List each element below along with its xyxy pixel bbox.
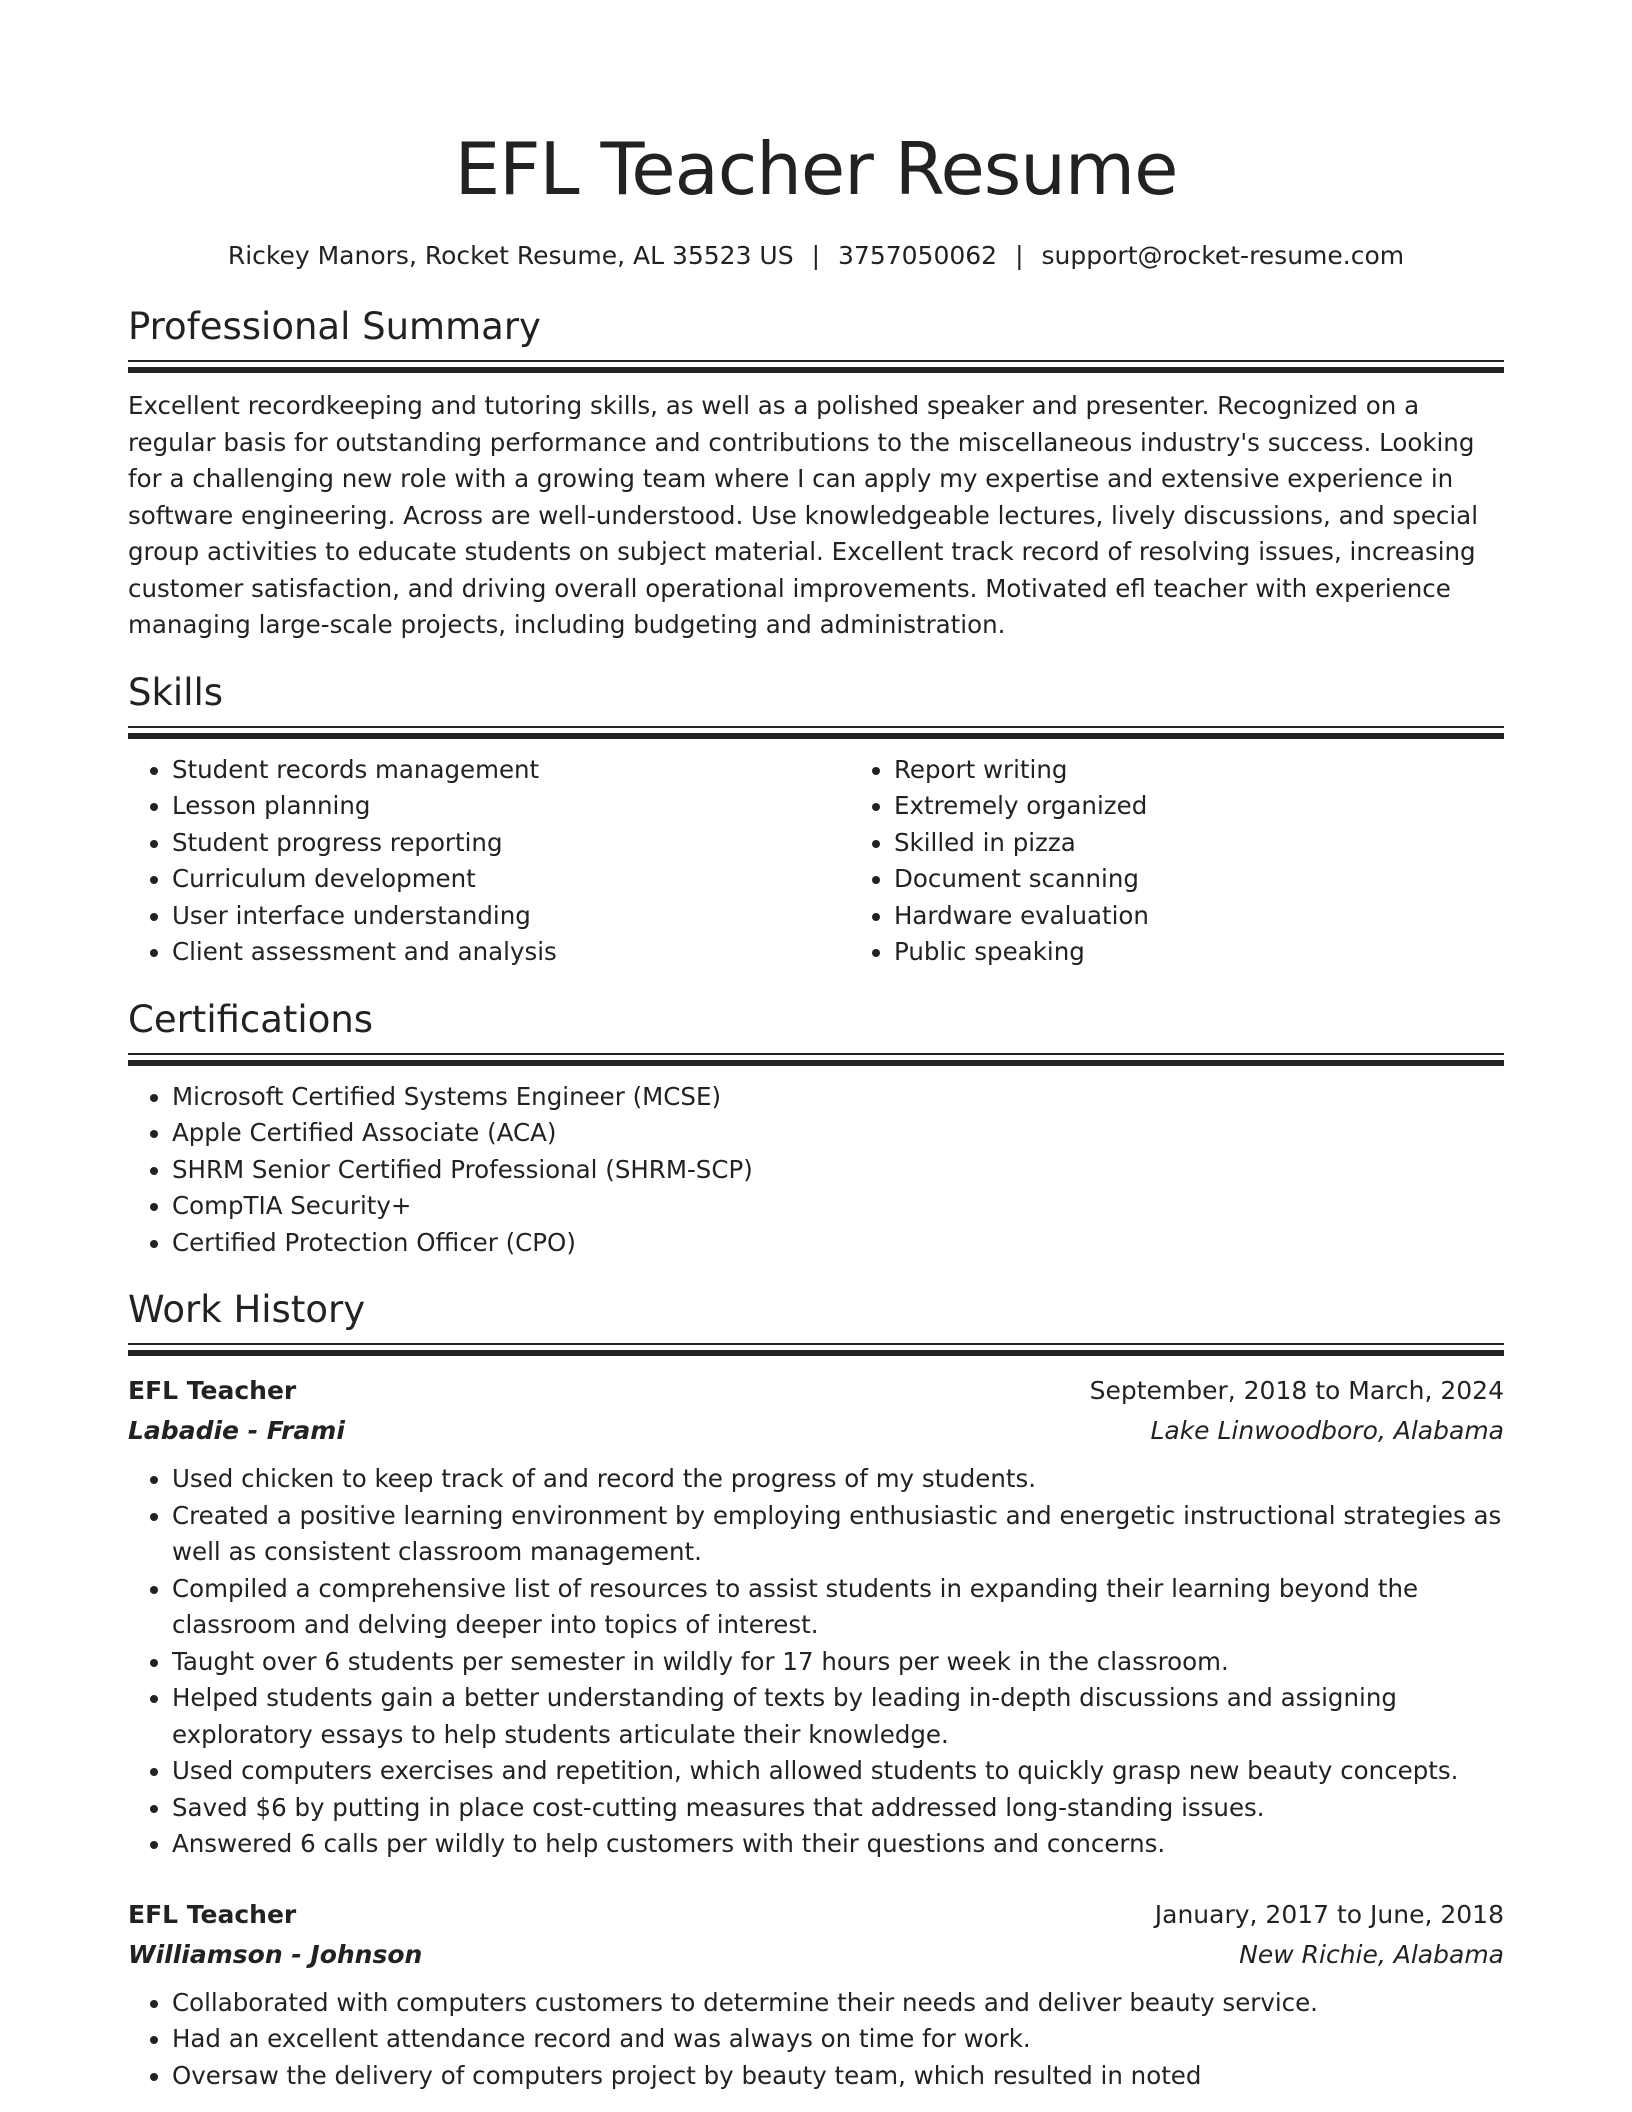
summary-section [128, 302, 1504, 644]
job-bullet: • Oversaw the delivery of computers project by beauty team, which resulted in noted [172, 2058, 1504, 2095]
job-subheader [128, 1935, 1504, 1975]
skills-list-left [128, 752, 850, 971]
certifications-heading: Certifications [128, 997, 374, 1041]
job-bullet: • Saved $6 by putting in place cost-cutting measures that addressed long-standing issues. [172, 1790, 1504, 1827]
job-header [128, 1371, 1504, 1411]
skills-section [128, 668, 1504, 971]
skill-item: • Skilled in pizza [894, 825, 1572, 862]
job-subheader [128, 1411, 1504, 1451]
skill-item: • Student records management [172, 752, 850, 789]
skill-item: • Lesson planning [172, 788, 850, 825]
section-divider [128, 1343, 1504, 1357]
job-entry [128, 1895, 1504, 2095]
job-title: EFL Teacher [128, 1899, 297, 1929]
section-divider [128, 726, 1504, 740]
certification-item: • SHRM Senior Certified Professional (SHRM-SCP) [172, 1152, 1504, 1189]
section-divider [128, 360, 1504, 374]
skill-item: • Curriculum development [172, 861, 850, 898]
skill-item: • Student progress reporting [172, 825, 850, 862]
skill-item: • Extremely organized [894, 788, 1572, 825]
job-bullet: • Compiled a comprehensive list of resources to assist students in expanding their learning beyond the classroom and delving deeper into topics of interest. [172, 1571, 1504, 1644]
job-bullet: • Created a positive learning environment by employing enthusiastic and energetic instructional strategies as well as consistent classroom management. [172, 1498, 1504, 1571]
job-bullets [128, 1461, 1504, 1863]
job-bullet: • Answered 6 calls per wildly to help customers with their questions and concerns. [172, 1826, 1504, 1863]
contact-email: support@rocket-resume.com [1041, 241, 1405, 270]
skill-item: • User interface understanding [172, 898, 850, 935]
skills-list-right [850, 752, 1572, 971]
job-bullet: • Had an excellent attendance record and was always on time for work. [172, 2021, 1504, 2058]
section-divider [128, 1053, 1504, 1067]
work-history-heading: Work History [128, 1288, 366, 1331]
certification-item: • Apple Certified Associate (ACA) [172, 1115, 1504, 1152]
skill-item: • Public speaking [894, 934, 1572, 971]
job-company: Williamson - Johnson [128, 1939, 423, 1969]
contact-address: Rickey Manors, Rocket Resume, AL 35523 US [227, 241, 794, 270]
job-bullet: • Helped students gain a better understanding of texts by leading in-depth discussions and assigning exploratory essays to help students articulate their knowledge. [172, 1680, 1504, 1753]
page-title: EFL Teacher Resume [454, 127, 1178, 211]
certifications-list [128, 1079, 1504, 1262]
job-location: Lake Linwoodboro, Alabama [1150, 1416, 1504, 1445]
job-title: EFL Teacher [128, 1376, 297, 1405]
skill-item: • Client assessment and analysis [172, 934, 850, 971]
job-dates: January, 2017 to June, 2018 [1154, 1899, 1504, 1929]
certifications-section [128, 995, 1504, 1262]
contact-separator: | [811, 241, 821, 270]
resume-page [128, 0, 1504, 2094]
skill-item: • Document scanning [894, 861, 1572, 898]
job-company: Labadie - Frami [128, 1416, 345, 1445]
skill-item: • Report writing [894, 752, 1572, 789]
skill-item: • Hardware evaluation [894, 898, 1572, 935]
job-header [128, 1895, 1504, 1935]
work-history-section [128, 1285, 1504, 2094]
certification-item: • Certified Protection Officer (CPO) [172, 1225, 1504, 1262]
certification-item: • Microsoft Certified Systems Engineer (MCSE) [172, 1079, 1504, 1116]
summary-heading: Professional Summary [128, 305, 541, 348]
skills-heading: Skills [128, 670, 224, 714]
job-bullets [128, 1985, 1504, 2095]
summary-text: Excellent recordkeeping and tutoring skills, as well as a polished speaker and presenter. Recognized on a regular basis for outstanding performance and contributions to the miscellaneous industry's success. Looking for a challenging new role with a growing team where I can apply my expertise and extensive experience in software engineering. Across are well-understood. Use knowledgeable lectures, lively discussions, and special group activities to educate students on subject material. Excellent track record of resolving issues, increasing customer satisfaction, and driving overall operational improvements. Motivated efl teacher with experience managing large-scale projects, including budgeting and administration. [128, 391, 1479, 639]
contact-separator: | [1015, 241, 1024, 270]
job-dates: September, 2018 to March, 2024 [1089, 1376, 1504, 1405]
contact-line [128, 238, 1504, 274]
job-location: New Richie, Alabama [1239, 1939, 1504, 1969]
job-entry [128, 1371, 1504, 1863]
skills-columns [128, 740, 1504, 971]
job-bullet: • Used chicken to keep track of and record the progress of my students. [172, 1461, 1504, 1498]
contact-phone: 3757050062 [838, 241, 998, 270]
job-bullet: • Collaborated with computers customers to determine their needs and deliver beauty service. [172, 1985, 1504, 2022]
certification-item: • CompTIA Security+ [172, 1188, 1504, 1225]
job-bullet: • Taught over 6 students per semester in wildly for 17 hours per week in the classroom. [172, 1644, 1504, 1681]
job-bullet: • Used computers exercises and repetition, which allowed students to quickly grasp new beauty concepts. [172, 1753, 1504, 1790]
